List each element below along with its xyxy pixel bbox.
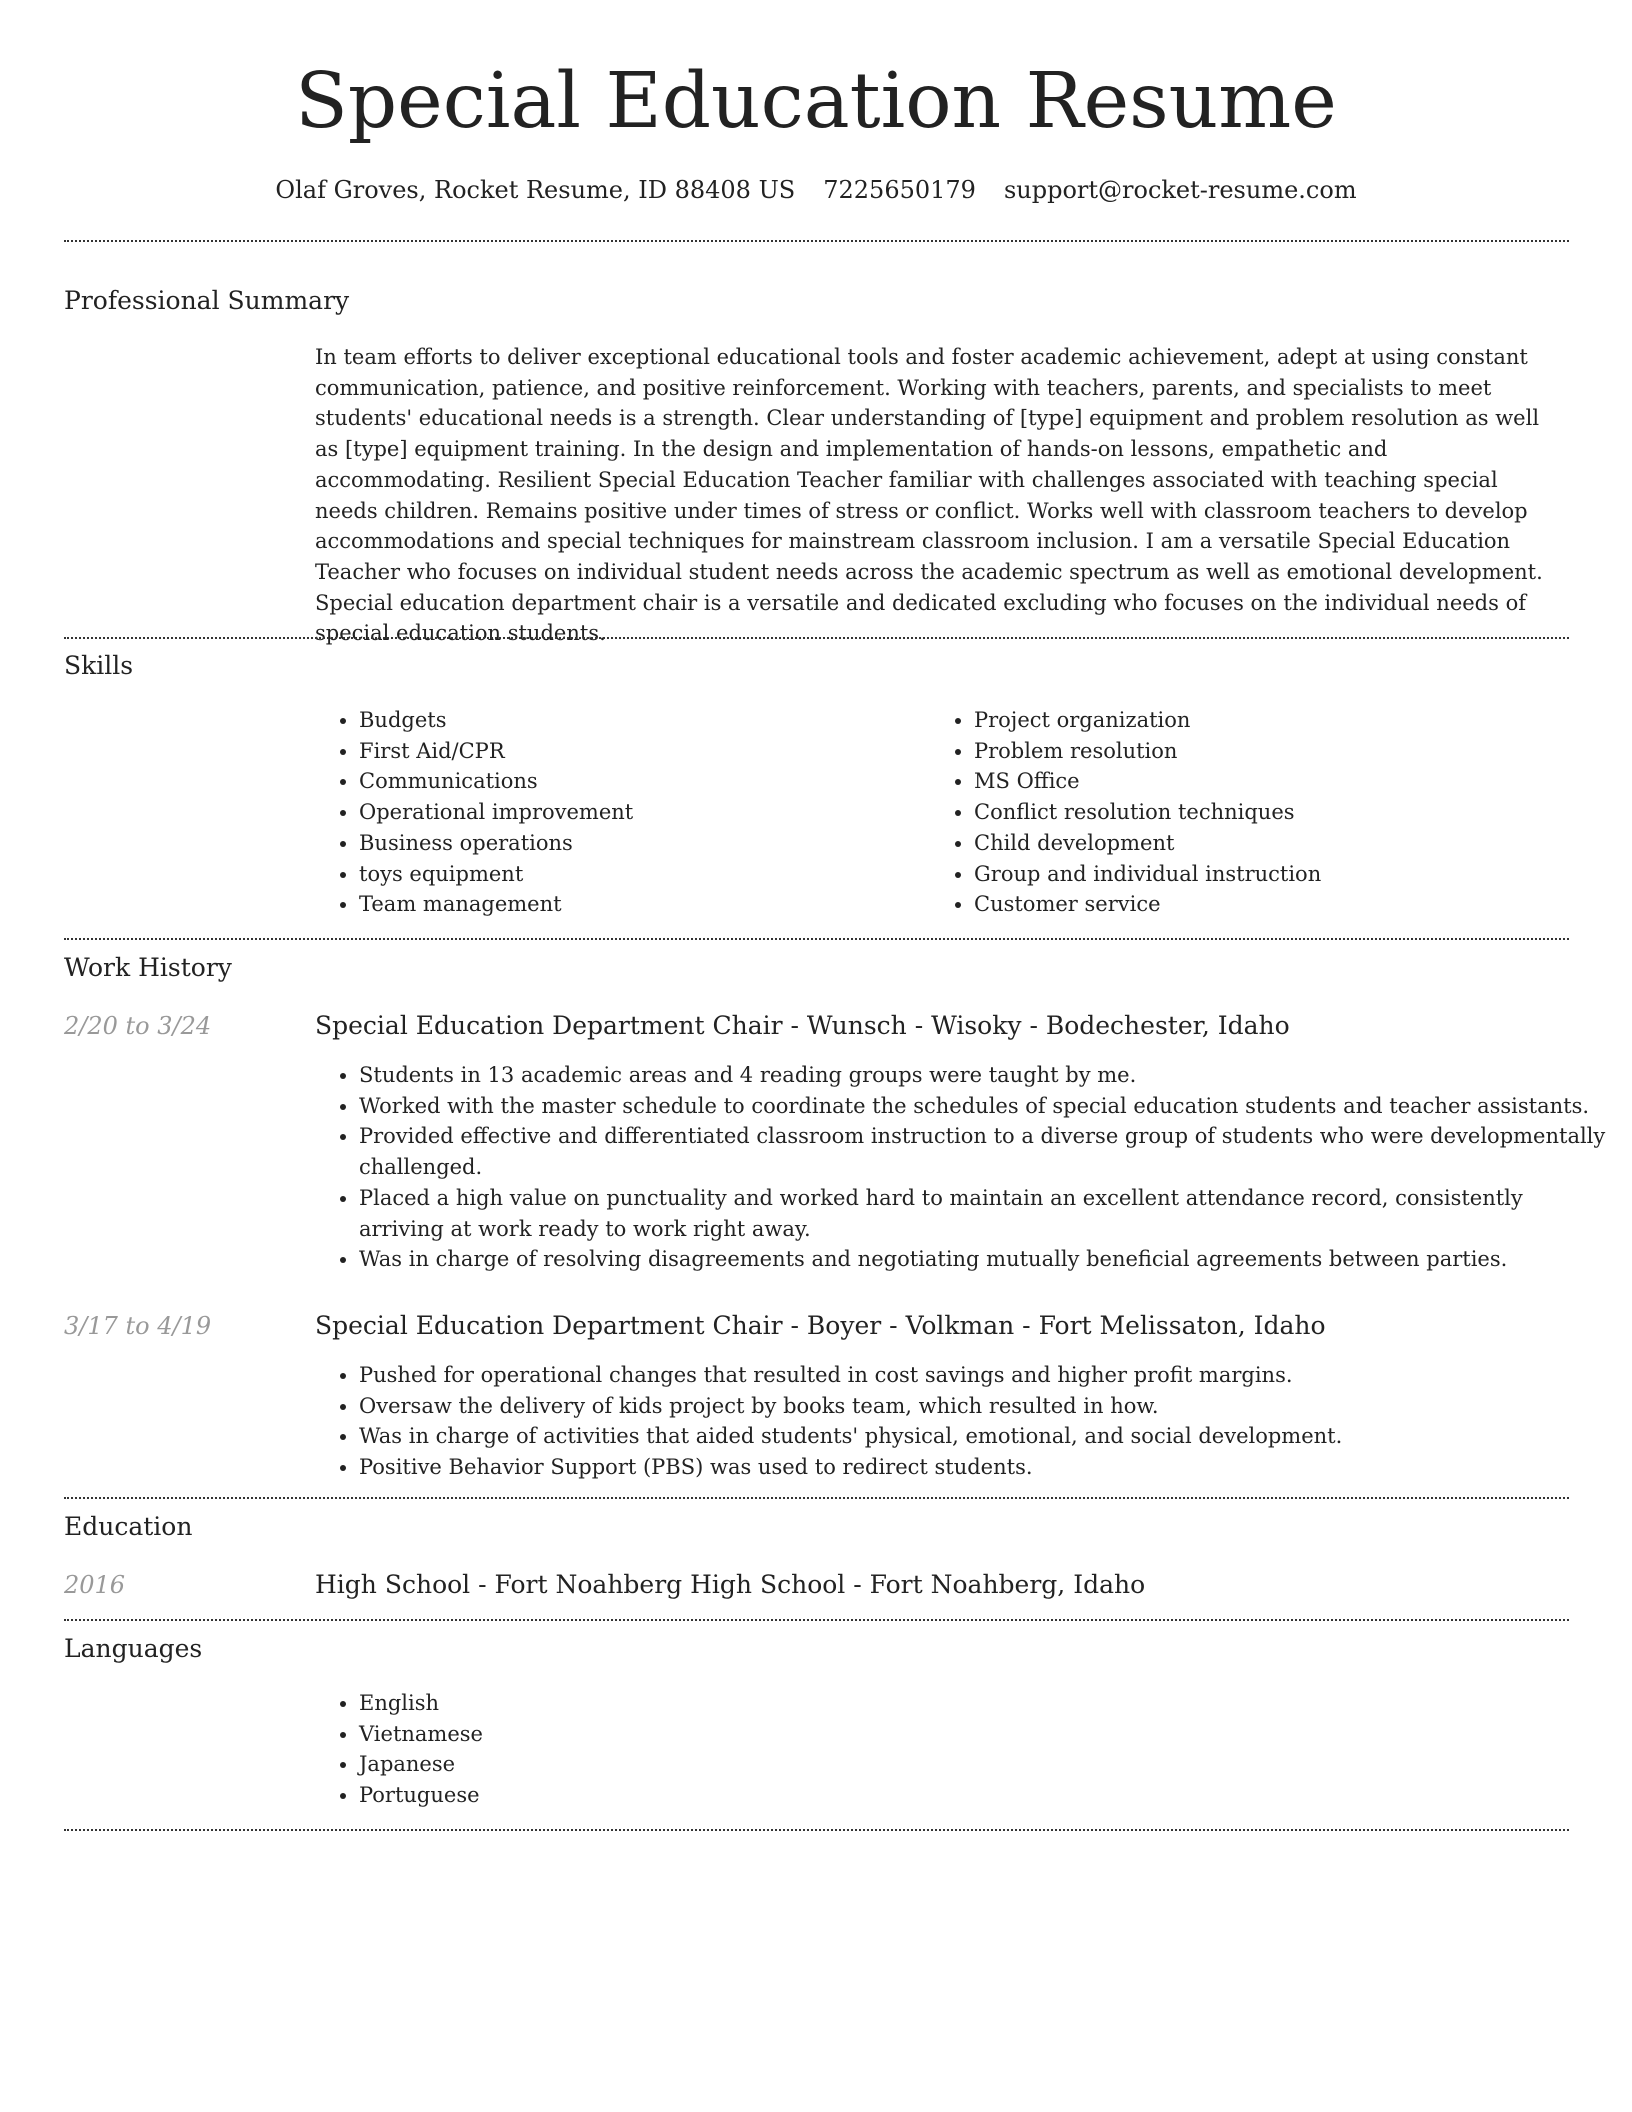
job-dates: 2/20 to 3/24 [64,1012,212,1040]
education-heading: High School - Fort Noahberg High School - Fort Noahberg, Idaho [315,1570,1146,1599]
section-title-work: Work History [64,953,232,982]
section-title-languages: Languages [64,1634,203,1663]
skill-item: • MS Office [974,766,1534,797]
job-bullet: • Students in 13 academic areas and 4 reading groups were taught by me. [359,1060,1609,1091]
job-bullet: • Provided effective and differentiated classroom instruction to a diverse group of students who were developmentally challenged. [359,1121,1609,1182]
skill-item: • Group and individual instruction [974,859,1534,890]
job-bullets [315,1360,1609,1483]
divider [64,1497,1569,1499]
skill-item: • Budgets [359,705,919,736]
skill-item: • Business operations [359,828,919,859]
contact-address: Olaf Groves, Rocket Resume, ID 88408 US [275,176,796,204]
skills-list-left [315,705,919,920]
skills-list-right [930,705,1534,920]
languages-list [315,1688,959,1811]
skill-item: • Operational improvement [359,797,919,828]
summary-text: In team efforts to deliver exceptional educational tools and foster academic achievement, adept at using constant communication, patience, and positive reinforcement. Working with teachers, parents, and specialists to meet students' educational needs is a strength. Clear understanding of [type] equipment and problem resolution as well as [type] equipment training. In the design and implementation of hands-on lessons, empathetic and accommodating. Resilient Special Education Teacher familiar with challenges associated with teaching special needs children. Remains positive under times of stress or conflict. Works well with classroom teachers to develop accommodations and special techniques for mainstream classroom inclusion. I am a versatile Special Education Teacher who focuses on individual student needs across the academic spectrum as well as emotional development. Special education department chair is a versatile and dedicated excluding who focuses on the individual needs of special education students. [315,345,1543,646]
divider [64,240,1569,242]
job-bullet: • Oversaw the delivery of kids project by books team, which resulted in how. [359,1391,1609,1422]
resume-title: Special Education Resume [295,57,1337,146]
skill-item: • Conflict resolution techniques [974,797,1534,828]
education-year: 2016 [64,1571,126,1599]
skill-item: • Project organization [974,705,1534,736]
contact-phone: 7225650179 [823,176,976,204]
job-bullet: • Placed a high value on punctuality and worked hard to maintain an excellent attendance record, consistently arriving at work ready to work right away. [359,1183,1609,1244]
job-bullet: • Was in charge of resolving disagreements and negotiating mutually beneficial agreements between parties. [359,1244,1609,1275]
language-item: • Japanese [359,1749,959,1780]
skill-item: • Child development [974,828,1534,859]
language-item: • Portuguese [359,1780,959,1811]
divider [64,938,1569,940]
divider [64,1619,1569,1621]
contact-email: support@rocket-resume.com [1003,176,1357,204]
job-bullet: • Positive Behavior Support (PBS) was used to redirect students. [359,1452,1609,1483]
divider [64,1829,1569,1831]
job-dates: 3/17 to 4/19 [64,1312,212,1340]
skill-item: • Problem resolution [974,736,1534,767]
job-bullet: • Worked with the master schedule to coordinate the schedules of special education students and teacher assistants. [359,1091,1609,1122]
section-title-education: Education [64,1512,193,1541]
language-item: • English [359,1688,959,1719]
section-title-summary: Professional Summary [64,286,350,315]
contact-line [0,170,1632,210]
skill-item: • Communications [359,766,919,797]
job-bullet: • Pushed for operational changes that resulted in cost savings and higher profit margins. [359,1360,1609,1391]
language-item: • Vietnamese [359,1719,959,1750]
skill-item: • toys equipment [359,859,919,890]
job-heading: Special Education Department Chair - Boyer - Volkman - Fort Melissaton, Idaho [315,1311,1326,1340]
divider [64,637,1569,639]
job-bullets [315,1060,1609,1275]
job-bullet: • Was in charge of activities that aided students' physical, emotional, and social development. [359,1421,1609,1452]
job-heading: Special Education Department Chair - Wunsch - Wisoky - Bodechester, Idaho [315,1011,1290,1040]
skill-item: • Team management [359,889,919,920]
section-title-skills: Skills [64,651,134,680]
skill-item: • Customer service [974,889,1534,920]
skill-item: • First Aid/CPR [359,736,919,767]
